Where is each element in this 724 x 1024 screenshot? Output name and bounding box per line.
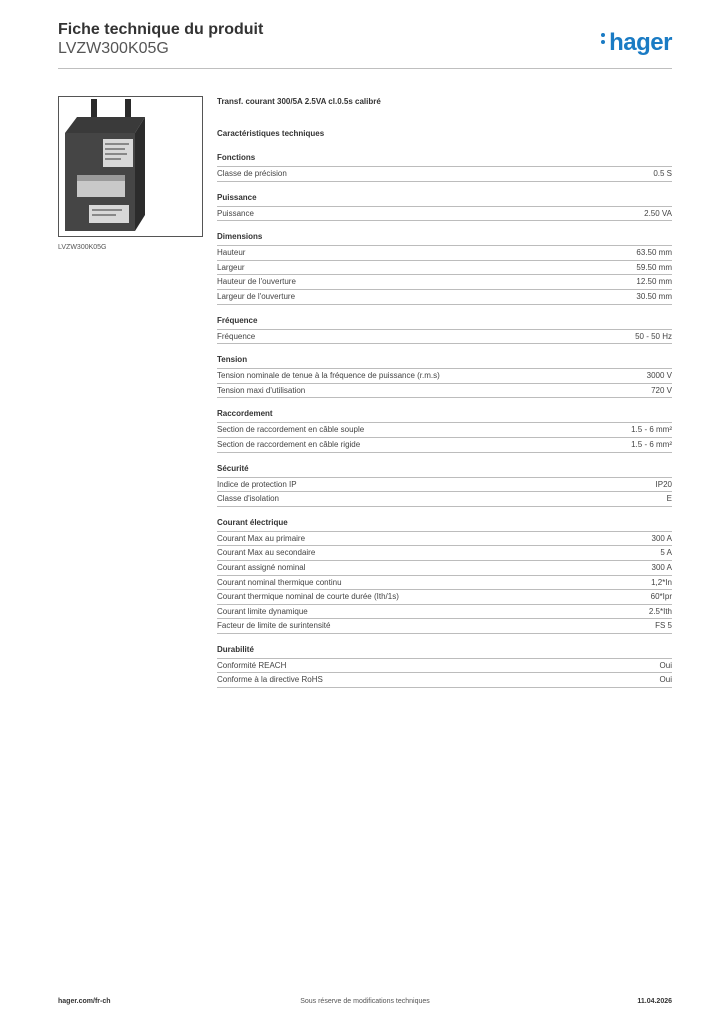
group-title: Dimensions <box>217 231 672 246</box>
spec-value: 300 A <box>651 562 672 572</box>
group-title: Courant électrique <box>217 517 672 532</box>
spec-group <box>217 463 672 507</box>
group-title: Sécurité <box>217 463 672 478</box>
spec-group <box>217 315 672 345</box>
header-divider <box>58 68 672 69</box>
spec-row <box>217 478 672 493</box>
spec-group <box>217 408 672 452</box>
product-image <box>58 96 203 237</box>
spec-row <box>217 492 672 507</box>
group-title: Tension <box>217 354 672 369</box>
spec-row <box>217 330 672 345</box>
spec-row <box>217 207 672 222</box>
group-title: Raccordement <box>217 408 672 423</box>
spec-value: E <box>666 494 672 504</box>
spec-label: Classe de précision <box>217 169 287 178</box>
spec-row <box>217 369 672 384</box>
spec-label: Section de raccordement en câble souple <box>217 425 365 435</box>
spec-row <box>217 561 672 576</box>
spec-group <box>217 231 672 304</box>
spec-value: 720 V <box>651 385 672 395</box>
spec-row <box>217 605 672 620</box>
spec-value: FS 5 <box>655 621 672 631</box>
spec-value: 59.50 mm <box>636 262 672 272</box>
group-title: Fonctions <box>217 152 672 167</box>
spec-row <box>217 532 672 547</box>
page-title: Fiche technique du produit <box>58 21 264 38</box>
spec-label: Courant nominal thermique continu <box>217 577 342 587</box>
spec-row <box>217 423 672 438</box>
spec-value: IP20 <box>655 479 672 489</box>
product-reference: LVZW300K05G <box>58 40 169 57</box>
spec-value: 0.5 S <box>653 169 672 178</box>
spec-value: 2.50 VA <box>644 208 672 218</box>
spec-label: Hauteur <box>217 248 246 258</box>
spec-value: 60*Ipr <box>650 592 672 602</box>
spec-label: Puissance <box>217 208 254 218</box>
spec-label: Tension maxi d'utilisation <box>217 385 306 395</box>
spec-row <box>217 167 672 182</box>
section-heading: Caractéristiques techniques <box>217 129 325 138</box>
spec-value: Oui <box>659 660 672 670</box>
group-title: Durabilité <box>217 644 672 659</box>
spec-label: Conforme à la directive RoHS <box>217 675 323 685</box>
spec-row <box>217 619 672 634</box>
spec-group <box>217 517 672 634</box>
spec-value: 12.50 mm <box>636 277 672 287</box>
spec-label: Tension nominale de tenue à la fréquence de puissance (r.m.s) <box>217 371 440 381</box>
spec-value: Oui <box>659 675 672 685</box>
spec-row <box>217 576 672 591</box>
image-caption: LVZW300K05G <box>58 244 107 251</box>
spec-label: Fréquence <box>217 331 256 341</box>
product-name: Transf. courant 300/5A 2.5VA cl.0.5s calibré <box>217 97 381 106</box>
spec-content <box>217 96 672 698</box>
footer-website-link[interactable]: hager.com/fr-ch <box>58 998 111 1005</box>
spec-value: 5 A <box>660 548 672 558</box>
spec-label: Courant Max au primaire <box>217 533 306 543</box>
spec-value: 30.50 mm <box>636 291 672 301</box>
spec-label: Courant limite dynamique <box>217 606 308 616</box>
spec-label: Courant thermique nominal de courte durée (Ith/1s) <box>217 592 399 602</box>
spec-value: 1.5 - 6 mm² <box>631 425 672 435</box>
spec-label: Indice de protection IP <box>217 479 297 489</box>
spec-row <box>217 673 672 688</box>
spec-value: 2.5*Ith <box>648 606 672 616</box>
footer-notice: Sous réserve de modifications techniques <box>300 998 430 1005</box>
spec-row <box>217 261 672 276</box>
spec-row <box>217 384 672 399</box>
spec-label: Facteur de limite de surintensité <box>217 621 331 631</box>
spec-value: 1,2*In <box>651 577 672 587</box>
spec-label: Classe d'isolation <box>217 494 280 504</box>
spec-label: Section de raccordement en câble rigide <box>217 439 361 449</box>
spec-group <box>217 644 672 688</box>
spec-group <box>217 192 672 222</box>
spec-row <box>217 275 672 290</box>
spec-row <box>217 246 672 261</box>
page-header <box>58 20 672 68</box>
footer-date: 11.04.2026 <box>637 998 672 1005</box>
spec-value: 50 - 50 Hz <box>635 331 672 341</box>
group-title: Fréquence <box>217 315 672 330</box>
group-title: Puissance <box>217 192 672 207</box>
logo-text: hager <box>609 29 672 56</box>
spec-label: Largeur <box>217 262 245 272</box>
spec-value: 63.50 mm <box>636 248 672 258</box>
spec-group <box>217 354 672 398</box>
spec-label: Hauteur de l'ouverture <box>217 277 296 287</box>
spec-group <box>217 152 672 182</box>
spec-value: 3000 V <box>646 371 672 381</box>
spec-row <box>217 290 672 305</box>
hager-logo <box>601 29 672 57</box>
spec-row <box>217 438 672 453</box>
spec-label: Courant assigné nominal <box>217 562 306 572</box>
spec-row <box>217 546 672 561</box>
spec-row <box>217 659 672 674</box>
spec-value: 1.5 - 6 mm² <box>631 439 672 449</box>
spec-label: Courant Max au secondaire <box>217 548 316 558</box>
current-transformer-icon <box>59 97 202 236</box>
logo-dots-icon <box>601 30 606 47</box>
spec-row <box>217 590 672 605</box>
spec-value: 300 A <box>651 533 672 543</box>
spec-label: Largeur de l'ouverture <box>217 291 296 301</box>
spec-label: Conformité REACH <box>217 660 287 670</box>
